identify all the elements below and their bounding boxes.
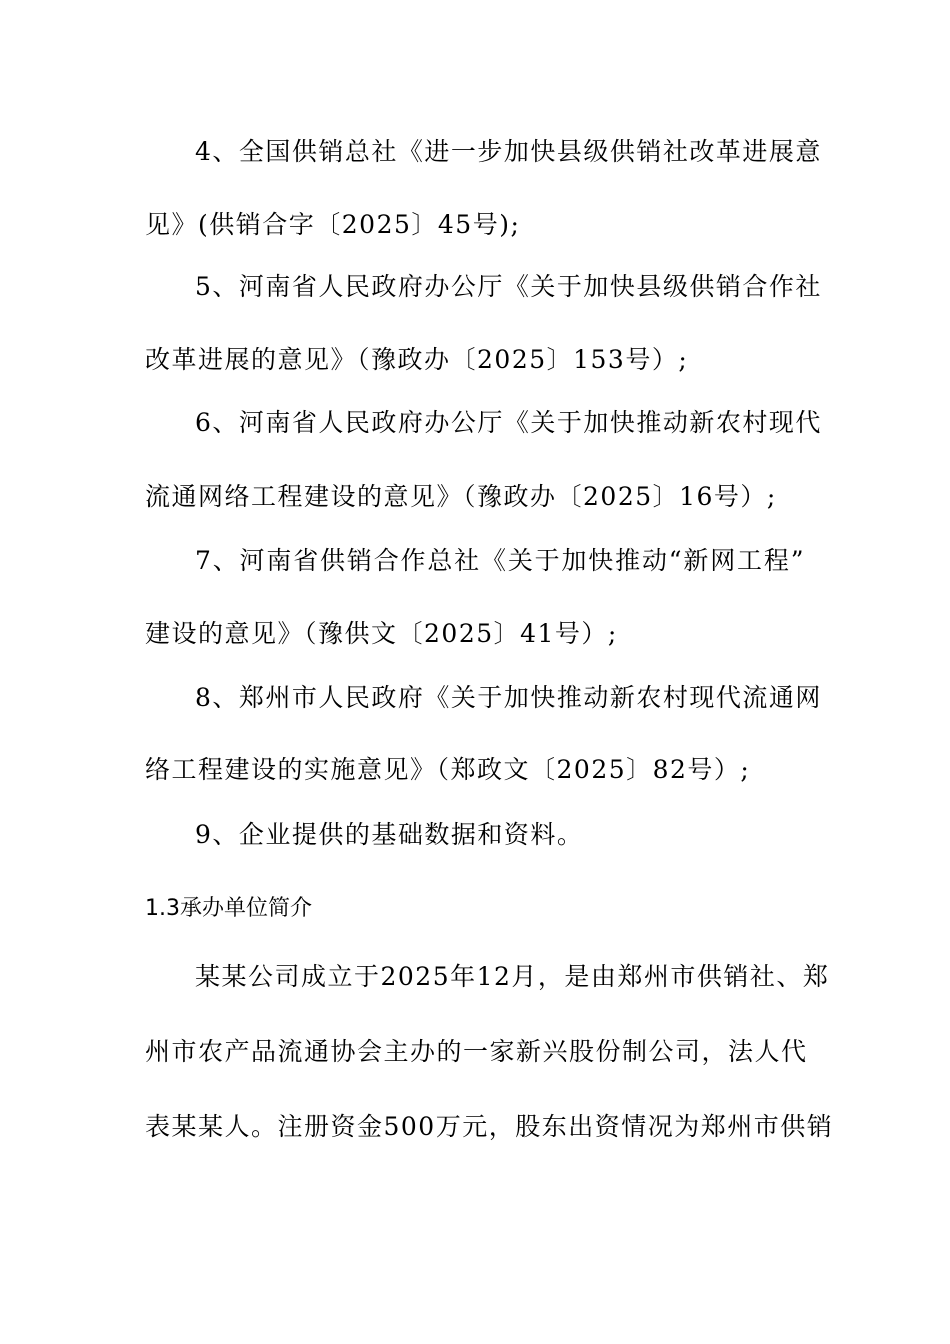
list-item-5-line-1: 5、河南省人民政府办公厅《关于加快县级供销合作社	[195, 272, 822, 301]
paragraph-line-2: 州市农产品流通协会主办的一家新兴股份制公司，法人代	[145, 1037, 808, 1066]
list-item-4-line-2: 见》(供销合字〔2025〕45号);	[145, 210, 521, 239]
list-item-8-line-1: 8、郑州市人民政府《关于加快推动新农村现代流通网	[195, 683, 822, 712]
list-item-4-line-1: 4、全国供销总社《进一步加快县级供销社改革进展意	[195, 137, 822, 166]
list-item-8-line-2: 络工程建设的实施意见》（郑政文〔2025〕82号）;	[145, 755, 751, 784]
section-heading: 1.3承办单位简介	[145, 896, 312, 921]
list-item-5-line-2: 改革进展的意见》（豫政办〔2025〕153号）;	[145, 345, 689, 374]
paragraph-line-3: 表某某人。注册资金500万元，股东出资情况为郑州市供销	[145, 1112, 834, 1141]
list-item-7-line-2: 建设的意见》（豫供文〔2025〕41号）;	[145, 619, 618, 648]
list-item-6-line-2: 流通网络工程建设的意见》（豫政办〔2025〕16号）;	[145, 482, 777, 511]
list-item-9: 9、企业提供的基础数据和资料。	[195, 820, 584, 849]
list-item-6-line-1: 6、河南省人民政府办公厅《关于加快推动新农村现代	[195, 408, 822, 437]
paragraph-line-1: 某某公司成立于2025年12月，是由郑州市供销社、郑	[195, 962, 830, 991]
list-item-7-line-1: 7、河南省供销合作总社《关于加快推动“新网工程”	[195, 546, 805, 575]
